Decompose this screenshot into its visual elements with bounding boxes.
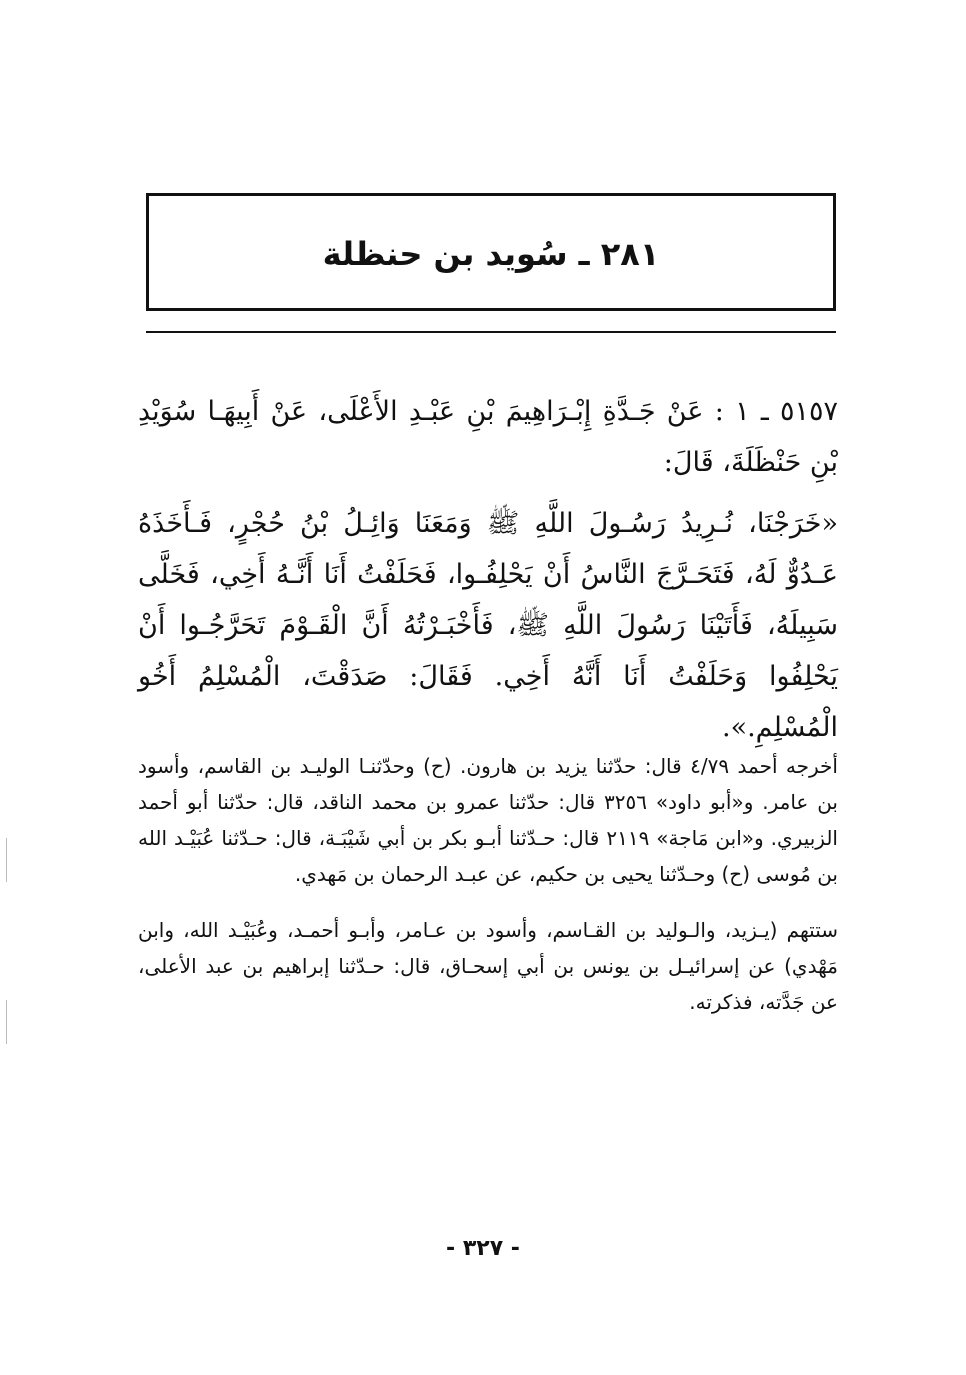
takhrij-paragraph: أخرجه أحمد ٤/٧٩ قال: حدّثنا يزيد بن هارون. (ح) وحدّثنـا الوليـد بن القاسم، وأسود بن عامر. و«أبو داود» ٣٢٥٦ قال: حدّثنا عمرو بن محمد الناقد، قال: حدّثنا أبو أحمد الزبيري. و«ابن مَاجة» ٢١١٩ قال: حـدّثنا أبـو بكر بن أبي شَيْبَـة، قال: حـدّثنا عُبَيْـد الله بن مُوسى (ح) وحـدّثنا يحيى بن حكيم، عن عبـد الرحمان بن مَهدي. [138, 754, 839, 886]
scan-edge-mark [6, 838, 7, 882]
hadith-intro: ٥١٥٧ ـ ١ : عَنْ جَـدَّةِ إِبْـرَاهِيمَ بْنِ عَبْـدِ الأَعْلَى، عَنْ أَبِيهَـا سُوَيْدِ بْنِ حَنْظَلَةَ، قَالَ: [138, 396, 838, 478]
footnotes [138, 748, 838, 1020]
scan-edge-mark [6, 1000, 7, 1044]
chapter-title: ٢٨١ ـ سُويد بن حنظلة [322, 235, 660, 273]
title-divider [146, 331, 836, 333]
isnad-paragraph: ستتهم (يـزيد، والـوليد بن القـاسم، وأسود بن عـامر، وأبـو أحمـد، وعُبَيْـد الله، وابن مَهْدي) عن إسرائيـل بن يونس بن أبي إسحـاق، قال: حـدّثنا إبراهيم بن عبد الأعلى، عن جَدَّته، فذكرته. [138, 918, 838, 1014]
chapter-title-box [146, 193, 836, 311]
hadith-body [138, 386, 838, 753]
hadith-text: «خَرَجْنَا، نُـرِيدُ رَسُـولَ اللَّهِ ﷺ وَمَعَنَا وَائِـلُ بْنُ حُجْرٍ، فَـأَخَذَهُ عَـدُوٌّ لَهُ، فَتَحَـرَّجَ النَّاسُ أَنْ يَحْلِفُـوا، فَحَلَفْتُ أَنَا أَنَّـهُ أَخِي، فَخَلَّى سَبِيلَهُ، فَأَتَيْنَا رَسُولَ اللَّهِ ﷺ، فَأَخْبَـرْتُهُ أَنَّ الْقَـوْمَ تَحَرَّجُـوا أَنْ يَحْلِفُوا وَحَلَفْتُ أَنَا أَنَّهُ أَخِي. فَقَالَ: صَدَقْتَ، الْمُسْلِمُ أَخُو الْمُسْلِمِ.». [138, 508, 838, 743]
page-number: - ٣٢٧ - [446, 1236, 520, 1261]
